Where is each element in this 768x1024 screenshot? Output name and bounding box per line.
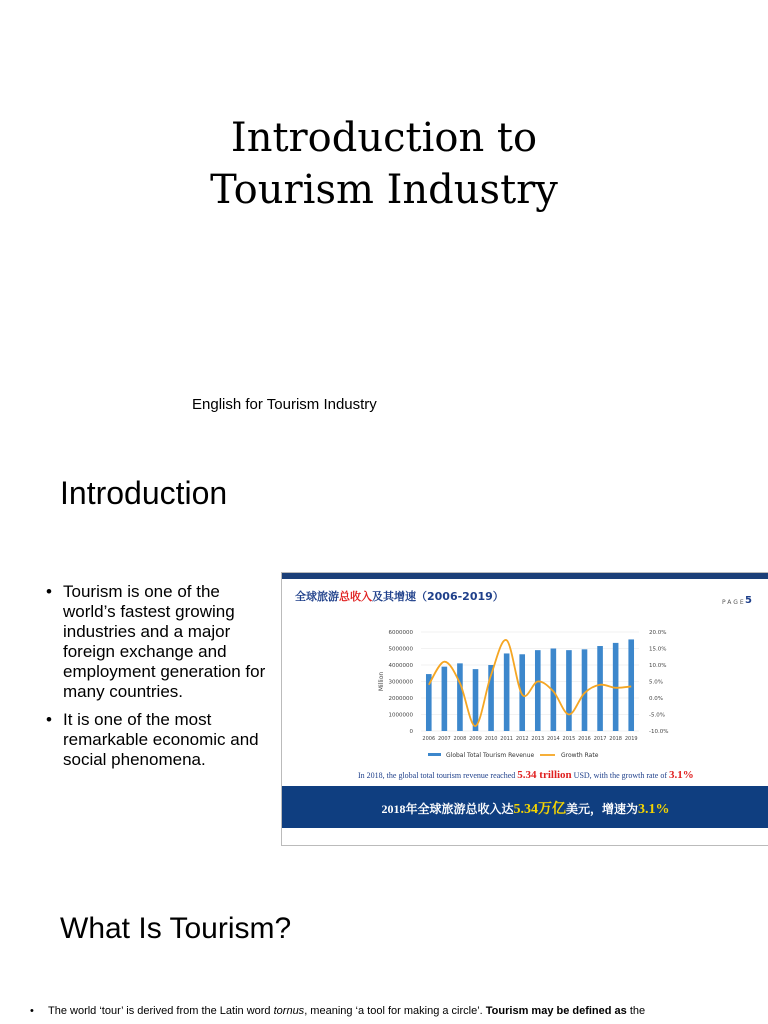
title-highlight: 总收入 [339, 590, 372, 603]
y2-tick-label: -5.0% [649, 712, 665, 719]
y-tick-label: 4000000 [388, 663, 413, 669]
bar [535, 650, 541, 731]
x-tick-label: 2011 [500, 736, 514, 742]
legend-swatch-bar [428, 753, 441, 756]
section-title-introduction: Introduction [60, 475, 228, 511]
bar [628, 639, 634, 731]
x-tick-label: 2006 [422, 736, 436, 742]
slide-subtitle: English for Tourism Industry [192, 396, 377, 413]
y2-tick-label: 0.0% [649, 696, 663, 702]
y2-tick-label: 20.0% [649, 630, 667, 636]
section-title-what-is-tourism: What Is Tourism? [60, 912, 292, 945]
bar [504, 653, 510, 731]
body-line [48, 1004, 750, 1018]
slide-title-line1: Introduction to [230, 115, 538, 161]
title-part: 全球旅游 [295, 590, 339, 603]
bar [597, 646, 603, 731]
body-text: The world ‘tour’ is derived from the Latin word [48, 1005, 274, 1017]
chart-caption [358, 769, 694, 781]
y-tick-label: 0 [409, 729, 413, 735]
chart-card [281, 572, 768, 846]
banner-text [282, 798, 768, 818]
x-tick-label: 2010 [484, 736, 498, 742]
legend-label-revenue: Global Total Tourism Revenue [446, 752, 535, 759]
slide-title [0, 112, 768, 216]
x-tick-label: 2015 [562, 736, 576, 742]
x-tick-label: 2016 [578, 736, 591, 742]
caption-text: In 2018, the global total tourism revenue reached [358, 771, 518, 780]
banner-part: 2018年全球旅游总收入达 [381, 802, 514, 816]
x-tick-label: 2019 [624, 736, 638, 742]
summary-banner [282, 786, 768, 828]
bar [566, 650, 572, 731]
bullet-item: • Tourism is one of the world’s fastest growing industries and a major foreign exchange and employment generation for many countries. [46, 582, 276, 702]
banner-value: 5.34万亿 [513, 802, 566, 817]
x-tick-label: 2009 [469, 736, 482, 742]
x-tick-label: 2018 [609, 736, 623, 742]
bullet-dot: • [30, 1005, 34, 1017]
banner-part: 美元，增速为 [566, 802, 639, 816]
y-tick-label: 2000000 [388, 696, 413, 702]
bullet-item: • It is one of the most remarkable economic and social phenomena. [46, 710, 276, 770]
bar [473, 669, 479, 731]
y-tick-label: 1000000 [388, 712, 413, 719]
caption-text: USD, with the growth rate of [571, 771, 669, 780]
title-part: 及其增速（2006-2019） [372, 590, 504, 603]
x-tick-label: 2012 [515, 736, 529, 742]
combo-chart [282, 573, 768, 773]
body-italic: tornus [273, 1005, 305, 1017]
page-number: 5 [745, 595, 752, 606]
slide-title-line2: Tourism Industry [210, 167, 558, 213]
y2-tick-label: 5.0% [649, 679, 663, 686]
y-tick-label: 3000000 [388, 679, 413, 686]
x-tick-label: 2013 [531, 736, 545, 742]
bullet-list [46, 582, 276, 778]
y-tick-label: 5000000 [388, 646, 413, 653]
body-paragraph [30, 1004, 750, 1018]
y-axis-label: Million [378, 671, 385, 692]
body-bold: Tourism may be defined as [485, 1005, 627, 1017]
caption-rate: 3.1% [669, 769, 694, 781]
bar [442, 667, 448, 731]
x-tick-label: 2014 [546, 736, 560, 742]
caption-value: 5.34 trillion [517, 769, 572, 781]
x-tick-label: 2008 [453, 736, 467, 742]
x-tick-label: 2007 [437, 736, 451, 742]
y2-tick-label: -10.0% [649, 729, 669, 735]
x-tick-label: 2017 [593, 736, 607, 742]
body-text: the [626, 1005, 646, 1017]
page-label: PAGE [722, 599, 746, 606]
body-text: , meaning ‘a tool for making a circle’. [304, 1005, 486, 1017]
y2-tick-label: 15.0% [649, 646, 667, 653]
legend-label-growth: Growth Rate [561, 752, 599, 759]
y-tick-label: 6000000 [388, 630, 413, 636]
bar [457, 663, 463, 731]
banner-rate: 3.1% [638, 802, 670, 817]
y2-tick-label: 10.0% [649, 663, 667, 669]
